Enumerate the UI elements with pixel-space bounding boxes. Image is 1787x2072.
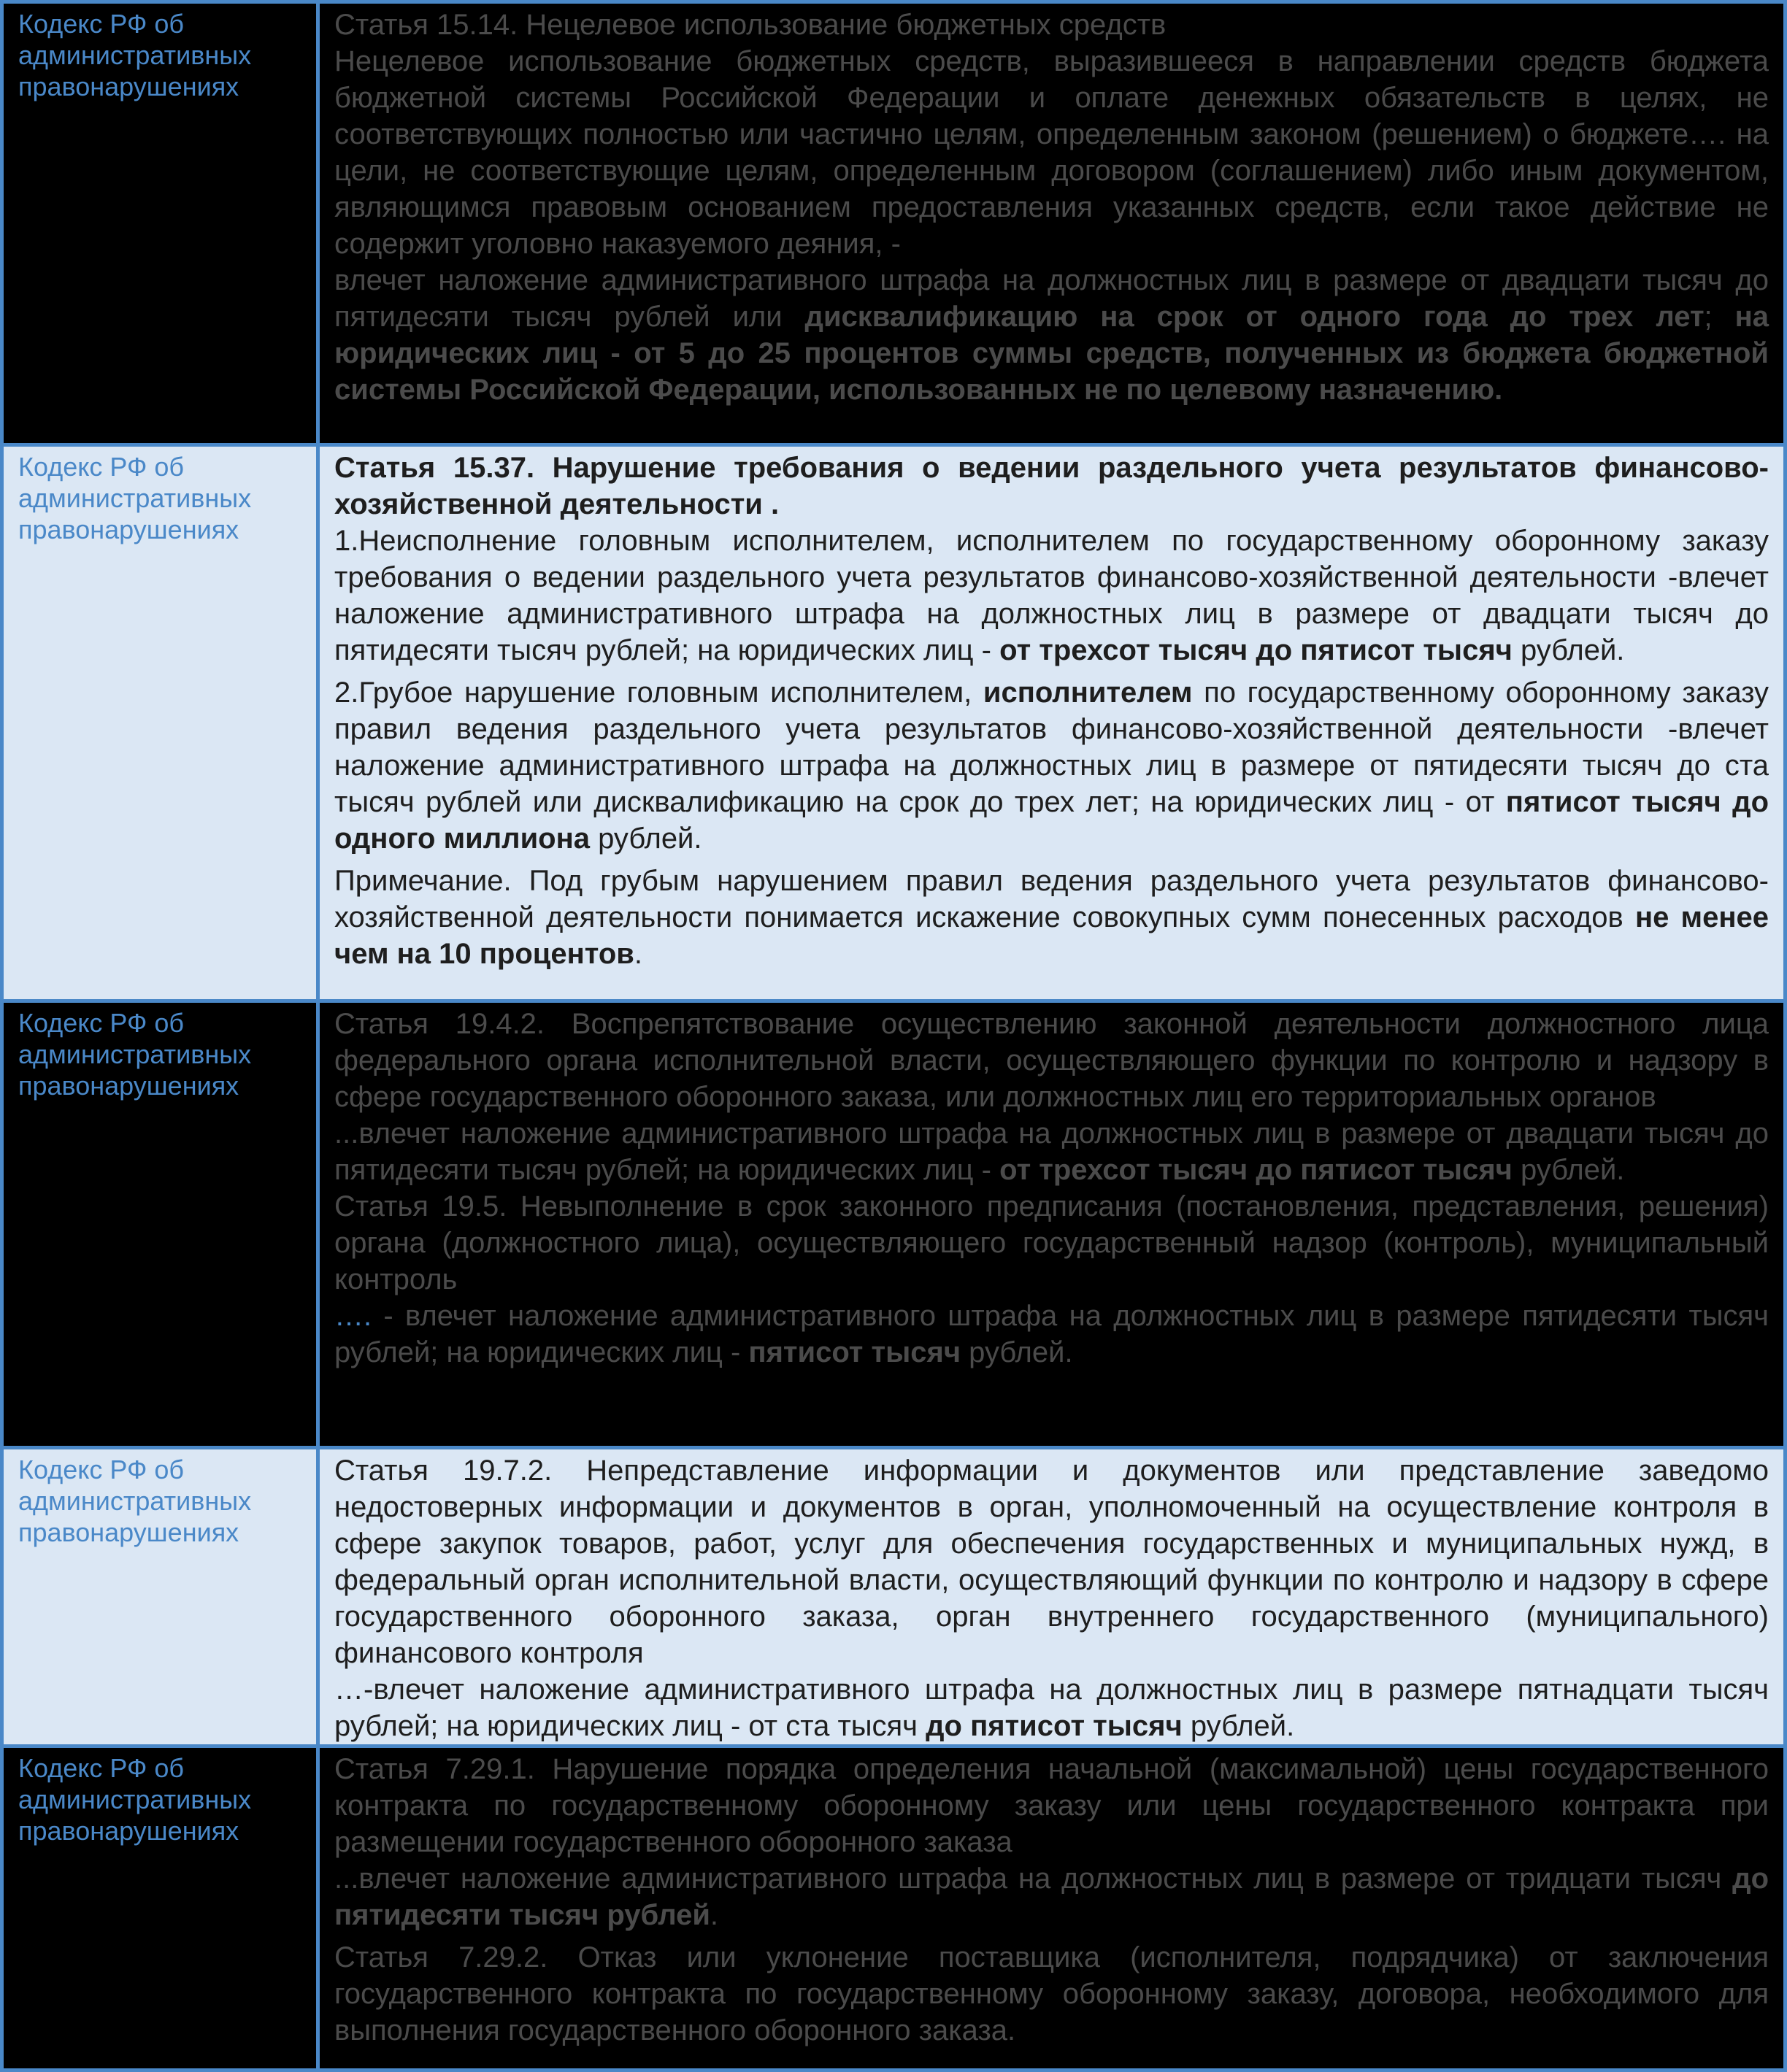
paragraph-text: ...влечет наложение административного штрафа на должностных лиц в размере от двадцати тысяч до пятидесяти тысяч рублей; на юридических лиц - [334, 1117, 1769, 1186]
article-paragraph [334, 674, 1769, 857]
emphasis-text: не менее чем на 10 процентов [334, 901, 1769, 970]
paragraph-text: Нецелевое использование бюджетных средств, выразившееся в направлении средств бюджета бюджетной системы Российской Федерации и оплате денежных обязательств в целях, не соответствующих полностью или частично целям, определенным законом (решением) о бюджете…. на цели, не соответствующие целям, определенным договором (соглашением) либо иным документом, являющимся правовым основанием предоставления указанных средств, если такое действие не содержит уголовно наказуемого деяния, - [334, 45, 1769, 260]
code-cell [2, 445, 318, 1001]
table-row [2, 2, 1786, 445]
emphasis-text: Статья 15.37. Нарушение требования о ведении раздельного учета результатов финансово-хозяйственной деятельности . [334, 452, 1769, 520]
table-row [2, 1001, 1786, 1448]
article-cell [318, 2, 1786, 445]
article-paragraph [334, 1671, 1769, 1744]
article-cell [318, 1001, 1786, 1448]
paragraph-text: 2.Грубое нарушение головным исполнителем, [334, 677, 983, 709]
paragraph-text: рублей. [1512, 1154, 1625, 1186]
paragraph-text: ; [1704, 301, 1735, 333]
table-row [2, 1746, 1786, 2071]
paragraph-text: влечет наложение административного штрафа на должностных лиц в размере от двадцати тысяч до пятидесяти тысяч рублей или [334, 264, 1769, 333]
article-paragraph [334, 1115, 1769, 1188]
article-paragraph [334, 43, 1769, 262]
code-label: Кодекс РФ об административных правонарушениях [18, 1455, 252, 1547]
emphasis-text: пятисот тысяч [748, 1336, 961, 1368]
paragraph-text: - влечет наложение административного штрафа на должностных лиц в размере пятидесяти тысяч рублей; на юридических лиц - [334, 1300, 1769, 1368]
article-paragraph [334, 1860, 1769, 1933]
article-paragraph [334, 262, 1769, 408]
article-paragraph [334, 863, 1769, 972]
emphasis-text: на юридических лиц - от 5 до 25 процентов суммы средств, полученных из бюджета бюджетной системы Российской Федерации, использованных не по целевому назначению. [334, 301, 1769, 406]
code-cell [2, 1746, 318, 2071]
paragraph-text: Статья 7.29.1. Нарушение порядка определения начальной (максимальной) цены государственного контракта по государственному оборонному заказу или цены государственного контракта при размещении государственного оборонного заказа [334, 1753, 1769, 1858]
article-paragraph [334, 1006, 1769, 1115]
article-paragraph [334, 7, 1769, 43]
table-row [2, 445, 1786, 1001]
article-paragraph [334, 1188, 1769, 1298]
code-label: Кодекс РФ об административных правонарушениях [18, 1753, 252, 1846]
article-cell [318, 1448, 1786, 1746]
code-cell [2, 2, 318, 445]
paragraph-text: рублей. [1512, 634, 1625, 666]
paragraph-text: рублей. [961, 1336, 1073, 1368]
paragraph-text: …. [334, 1300, 372, 1332]
emphasis-text: до пятидесяти тысяч рублей [334, 1863, 1769, 1931]
paragraph-text: Статья 15.14. Нецелевое использование бюджетных средств [334, 9, 1167, 41]
emphasis-text: до пятисот тысяч [926, 1710, 1183, 1742]
paragraph-text: Статья 7.29.2. Отказ или уклонение поставщика (исполнителя, подрядчика) от заключения государственного контракта по государственному оборонному заказу, договора, необходимого для выполнения государственного оборонного заказа. [334, 1941, 1769, 2046]
code-label: Кодекс РФ об административных правонарушениях [18, 1008, 252, 1101]
article-paragraph [334, 1939, 1769, 2049]
article-cell [318, 1746, 1786, 2071]
article-paragraph [334, 1452, 1769, 1671]
paragraph-text: Примечание. Под грубым нарушением правил ведения раздельного учета результатов финансово-хозяйственной деятельности понимается искажение совокупных сумм понесенных расходов [334, 865, 1769, 933]
paragraph-text: ...влечет наложение административного штрафа на должностных лиц в размере от тридцати тысяч [334, 1863, 1733, 1895]
article-paragraph [334, 1751, 1769, 1860]
emphasis-text: от трехсот тысяч до пятисот тысяч [999, 634, 1513, 666]
article-paragraph [334, 450, 1769, 523]
paragraph-text: рублей. [590, 823, 702, 855]
paragraph-text: 1.Неисполнение головным исполнителем, исполнителем по государственному оборонному заказу требования о ведении раздельного учета результатов финансово-хозяйственной деятельности -влечет наложение административного штрафа на должностных лиц в размере от двадцати тысяч до пятидесяти тысяч рублей; на юридических лиц - [334, 525, 1769, 666]
emphasis-text: исполнителем [983, 677, 1193, 709]
code-cell [2, 1448, 318, 1746]
paragraph-text: Статья 19.5. Невыполнение в срок законного предписания (постановления, представления, решения) органа (должностного лица), осуществляющего государственный надзор (контроль), муниципальный контроль [334, 1190, 1769, 1295]
paragraph-text: Статья 19.7.2. Непредставление информации и документов или представление заведомо недостоверных информации и документов в орган, уполномоченный на осуществление контроля в сфере закупок товаров, работ, услуг для обеспечения государственных и муниципальных нужд, в федеральный орган исполнительной власти, осуществляющий функции по контролю и надзору в сфере государственного оборонного заказа, орган внутреннего государственного (муниципального) финансового контроля [334, 1455, 1769, 1669]
paragraph-text: рублей. [1182, 1710, 1295, 1742]
code-cell [2, 1001, 318, 1448]
paragraph-text: по государственному оборонному заказу правил ведения раздельного учета результатов финансово-хозяйственной деятельности -влечет наложение административного штрафа на должностных лиц в размере от пятидесяти тысяч до ста тысяч рублей или дисквалификацию на срок до трех лет; на юридических лиц - от [334, 677, 1769, 818]
article-cell [318, 445, 1786, 1001]
emphasis-text: от трехсот тысяч до пятисот тысяч [999, 1154, 1513, 1186]
emphasis-text: дисквалификацию на срок от одного года до трех лет [804, 301, 1705, 333]
paragraph-text: …-влечет наложение административного штрафа на должностных лиц в размере пятнадцати тысяч рублей; на юридических лиц - от ста тысяч [334, 1674, 1769, 1742]
code-label: Кодекс РФ об административных правонарушениях [18, 452, 252, 544]
article-paragraph [334, 523, 1769, 669]
emphasis-text: пятисот тысяч до одного миллиона [334, 786, 1769, 855]
paragraph-text: . [710, 1899, 719, 1931]
paragraph-text: Статья 19.4.2. Воспрепятствование осуществлению законной деятельности должностного лица федерального органа исполнительной власти, осуществляющего функции по контролю и надзору в сфере государственного оборонного заказа, или должностных лиц его территориальных органов [334, 1008, 1769, 1113]
code-label: Кодекс РФ об административных правонарушениях [18, 9, 252, 101]
table-row [2, 1448, 1786, 1746]
article-paragraph [334, 1298, 1769, 1371]
paragraph-text: . [634, 938, 643, 970]
